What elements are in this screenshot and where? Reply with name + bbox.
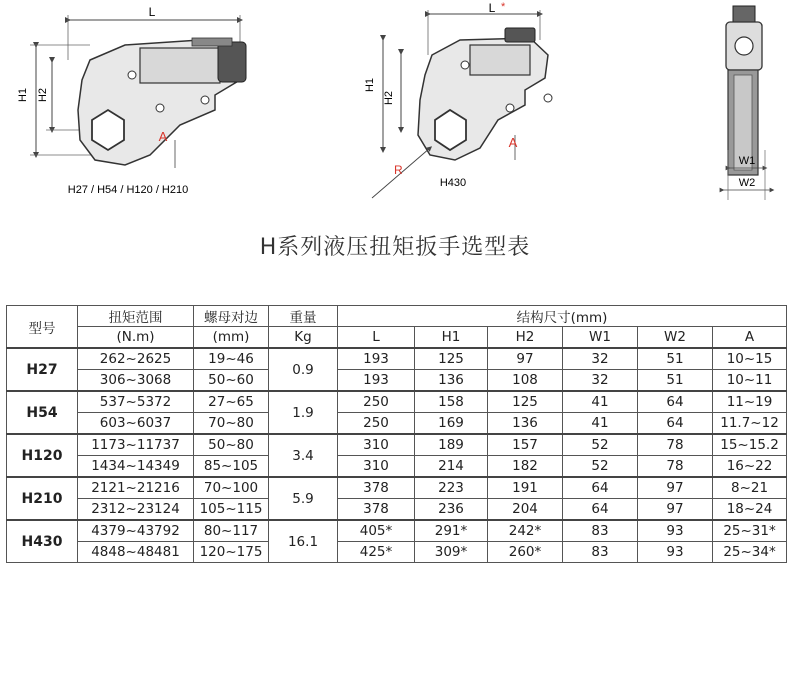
dim-W1-cell: 32 (563, 370, 638, 392)
spec-table (6, 305, 787, 563)
header-torque: 扭矩范围 (78, 306, 194, 327)
dim-H2-cell: 242* (488, 520, 563, 542)
dim-H1-cell: 125 (415, 348, 488, 370)
torque-cell: 2312~23124 (78, 499, 194, 521)
dim-W1-cell: 83 (563, 520, 638, 542)
table-row (7, 542, 787, 563)
header-col-L: L (338, 327, 415, 349)
dim-A-cell: 18~24 (713, 499, 787, 521)
dim-W1-cell: 83 (563, 542, 638, 563)
dim-W1-cell: 32 (563, 348, 638, 370)
dim-L-cell: 310 (338, 456, 415, 478)
dim-H2-cell: 157 (488, 434, 563, 456)
wrench-side-diagram (17, 5, 246, 196)
dim-L-cell: 425* (338, 542, 415, 563)
table-row (7, 391, 787, 413)
nut-size-cell: 50~80 (194, 434, 269, 456)
header-nut: 螺母对边 (194, 306, 269, 327)
header-torque-unit: (N.m) (78, 327, 194, 349)
torque-cell: 603~6037 (78, 413, 194, 435)
middle-diagram-caption: H430 (439, 177, 467, 189)
nut-size-cell: 50~60 (194, 370, 269, 392)
dim-L-label: L (148, 5, 156, 19)
header-col-W2: W2 (638, 327, 713, 349)
dim-W1-label: W1 (738, 155, 756, 167)
dim-A-cell: 11~19 (713, 391, 787, 413)
dim-L-star: * (501, 1, 506, 13)
dim-L-cell: 378 (338, 477, 415, 499)
table-row (7, 434, 787, 456)
torque-cell: 1173~11737 (78, 434, 194, 456)
weight-cell: 1.9 (269, 391, 338, 434)
dim-H1-label: H1 (17, 87, 29, 103)
weight-cell: 16.1 (269, 520, 338, 563)
dim-W1-cell: 41 (563, 391, 638, 413)
torque-cell: 1434~14349 (78, 456, 194, 478)
weight-cell: 0.9 (269, 348, 338, 391)
dim-A-label-h430: A (508, 135, 518, 150)
header-weight: 重量 (269, 306, 338, 327)
dim-W2-cell: 93 (638, 520, 713, 542)
dim-L-cell: 310 (338, 434, 415, 456)
dim-W2-cell: 64 (638, 391, 713, 413)
dim-R-label: R (394, 163, 403, 177)
dim-A-label: A (158, 129, 168, 144)
dim-L-cell: 250 (338, 413, 415, 435)
dim-A-cell: 10~11 (713, 370, 787, 392)
dim-H2-label: H2 (37, 87, 49, 103)
table-row (7, 413, 787, 435)
table-row (7, 477, 787, 499)
torque-cell: 306~3068 (78, 370, 194, 392)
nut-size-cell: 27~65 (194, 391, 269, 413)
dim-A-cell: 16~22 (713, 456, 787, 478)
nut-size-cell: 70~80 (194, 413, 269, 435)
dim-A-cell: 25~34* (713, 542, 787, 563)
wrench-h430-diagram (364, 1, 552, 198)
dim-H1-cell: 291* (415, 520, 488, 542)
weight-cell: 3.4 (269, 434, 338, 477)
header-model: 型号 (7, 306, 78, 349)
model-cell: H54 (7, 391, 78, 434)
dim-H1-cell: 189 (415, 434, 488, 456)
dim-H2-cell: 204 (488, 499, 563, 521)
dim-H2-cell: 136 (488, 413, 563, 435)
dim-W2-label: W2 (738, 177, 756, 189)
wrench-diagrams (0, 0, 790, 215)
dim-A-cell: 15~15.2 (713, 434, 787, 456)
dim-W2-cell: 78 (638, 456, 713, 478)
dim-H2-cell: 125 (488, 391, 563, 413)
weight-cell: 5.9 (269, 477, 338, 520)
dim-A-cell: 10~15 (713, 348, 787, 370)
nut-size-cell: 85~105 (194, 456, 269, 478)
model-cell: H120 (7, 434, 78, 477)
header-col-H2: H2 (488, 327, 563, 349)
dim-L-cell: 405* (338, 520, 415, 542)
dim-W1-cell: 52 (563, 434, 638, 456)
model-cell: H210 (7, 477, 78, 520)
dim-H1-label-h430: H1 (364, 77, 376, 93)
dim-H2-cell: 182 (488, 456, 563, 478)
dim-W2-cell: 51 (638, 370, 713, 392)
dim-H2-cell: 191 (488, 477, 563, 499)
dim-L-cell: 250 (338, 391, 415, 413)
dim-W2-cell: 78 (638, 434, 713, 456)
dim-W1-cell: 41 (563, 413, 638, 435)
torque-cell: 262~2625 (78, 348, 194, 370)
dim-H1-cell: 169 (415, 413, 488, 435)
dim-A-cell: 25~31* (713, 520, 787, 542)
torque-cell: 4848~48481 (78, 542, 194, 563)
nut-size-cell: 120~175 (194, 542, 269, 563)
header-nut-unit: (mm) (194, 327, 269, 349)
dim-W1-cell: 52 (563, 456, 638, 478)
wrench-front-diagram (722, 6, 772, 200)
table-row (7, 370, 787, 392)
table-row (7, 499, 787, 521)
dim-H2-cell: 108 (488, 370, 563, 392)
dim-L-cell: 378 (338, 499, 415, 521)
header-col-A: A (713, 327, 787, 349)
dim-W1-cell: 64 (563, 499, 638, 521)
header-col-H1: H1 (415, 327, 488, 349)
model-cell: H430 (7, 520, 78, 563)
header-weight-unit: Kg (269, 327, 338, 349)
dim-W2-cell: 97 (638, 477, 713, 499)
left-diagram-caption: H27 / H54 / H120 / H210 (67, 184, 189, 196)
dim-W2-cell: 51 (638, 348, 713, 370)
table-row (7, 520, 787, 542)
dim-W1-cell: 64 (563, 477, 638, 499)
page-title: H系列液压扭矩扳手选型表 (259, 235, 531, 260)
dim-W2-cell: 64 (638, 413, 713, 435)
torque-cell: 2121~21216 (78, 477, 194, 499)
header-col-W1: W1 (563, 327, 638, 349)
torque-cell: 4379~43792 (78, 520, 194, 542)
dim-H2-cell: 97 (488, 348, 563, 370)
dim-H1-cell: 136 (415, 370, 488, 392)
dim-L-cell: 193 (338, 370, 415, 392)
dim-A-cell: 11.7~12 (713, 413, 787, 435)
dim-H1-cell: 214 (415, 456, 488, 478)
dim-H1-cell: 309* (415, 542, 488, 563)
dim-L-label-h430: L (488, 1, 496, 15)
dim-A-cell: 8~21 (713, 477, 787, 499)
nut-size-cell: 19~46 (194, 348, 269, 370)
dim-H1-cell: 236 (415, 499, 488, 521)
table-row (7, 348, 787, 370)
dim-W2-cell: 93 (638, 542, 713, 563)
nut-size-cell: 105~115 (194, 499, 269, 521)
dim-W2-cell: 97 (638, 499, 713, 521)
nut-size-cell: 70~100 (194, 477, 269, 499)
header-dimensions: 结构尺寸(mm) (338, 306, 787, 327)
torque-cell: 537~5372 (78, 391, 194, 413)
dim-H2-cell: 260* (488, 542, 563, 563)
table-row (7, 456, 787, 478)
dim-H1-cell: 223 (415, 477, 488, 499)
dim-H1-cell: 158 (415, 391, 488, 413)
dim-H2-label-h430: H2 (383, 90, 395, 106)
nut-size-cell: 80~117 (194, 520, 269, 542)
model-cell: H27 (7, 348, 78, 391)
dim-L-cell: 193 (338, 348, 415, 370)
